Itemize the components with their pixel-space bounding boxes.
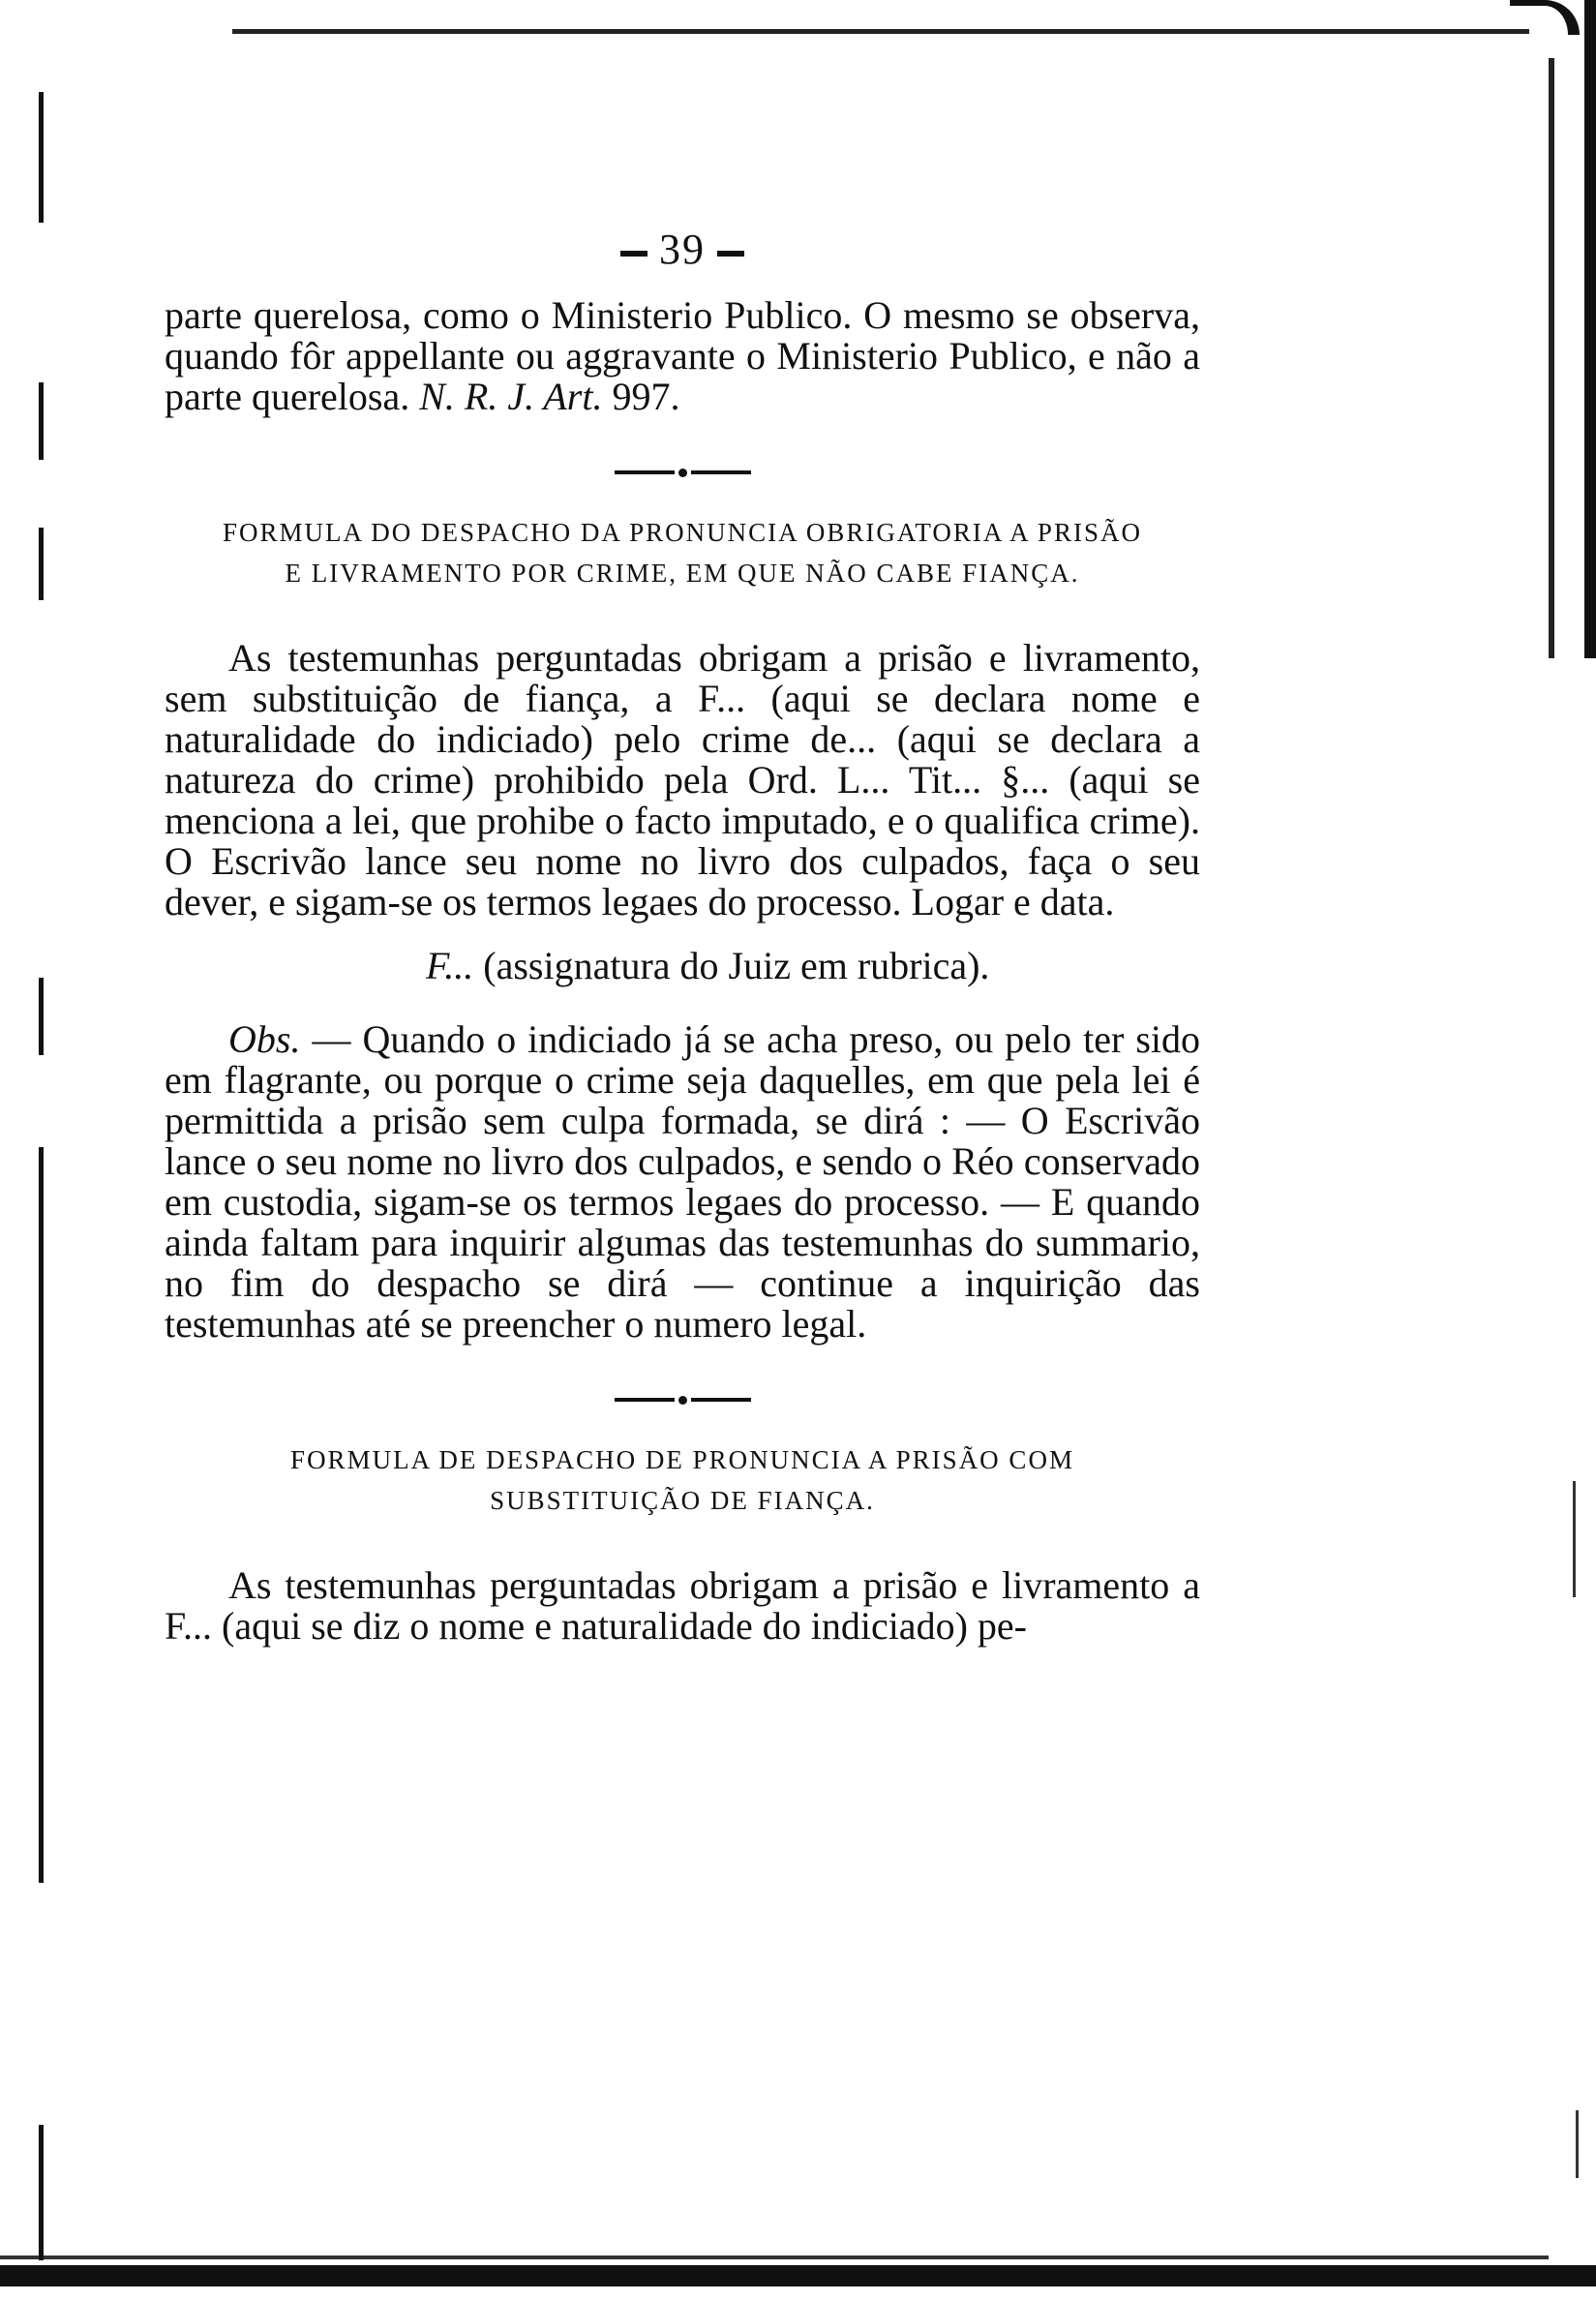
section-heading — [165, 512, 1200, 593]
margin-mark — [39, 528, 44, 600]
signature-initial: F... — [426, 944, 474, 987]
margin-mark — [39, 92, 44, 223]
page-number-dash — [717, 251, 744, 257]
observation-paragraph — [165, 1019, 1200, 1345]
section-heading — [165, 1439, 1200, 1521]
page-number-text: 39 — [659, 226, 706, 273]
legal-reference: N. R. J. Art. — [419, 375, 603, 418]
section-heading-line: FORMULA DE DESPACHO DE PRONUNCIA A PRISÃO COM — [290, 1445, 1074, 1474]
margin-mark — [39, 382, 44, 460]
obs-label: Obs. — [228, 1017, 301, 1061]
intro-paragraph — [165, 295, 1200, 417]
document-page — [165, 225, 1200, 1647]
scan-edge-right-stroke — [1549, 58, 1554, 658]
margin-mark — [1573, 1481, 1576, 1597]
margin-mark — [39, 1147, 44, 1883]
intro-text: parte querelosa, como o Ministerio Publico. O mesmo se observa, quando fôr appellante ou aggravante o Ministerio Publico, e não a parte querelosa. — [165, 293, 1200, 418]
margin-mark — [39, 2125, 44, 2260]
scan-edge-right — [1584, 0, 1596, 658]
margin-mark — [39, 978, 44, 1055]
formula-body: As testemunhas perguntadas obrigam a prisão e livramento a F... (aqui se diz o nome e naturalidade do indiciado) pe- — [165, 1563, 1200, 1648]
page-number — [165, 225, 1200, 274]
signature-text: (assignatura do Juiz em rubrica). — [483, 944, 990, 987]
section-divider — [165, 1391, 1200, 1401]
formula-body: As testemunhas perguntadas obrigam a prisão e livramento, sem substituição de fiança, a F... (aqui se declara nome e naturalidade do indiciado) pelo crime de... (aqui se declara a natureza do crime) prohibido pela Ord. L... Tit... §... (aqui se menciona a lei, que prohibe o facto imputado, e o qualifica crime). O Escrivão lance seu nome no livro dos culpados, faça o seu dever, e sigam-se os termos legaes do processo. Logar e data. — [165, 636, 1200, 923]
section-heading-line: FORMULA DO DESPACHO DA PRONUNCIA OBRIGATORIA A PRISÃO — [223, 518, 1142, 547]
margin-mark — [1576, 2110, 1579, 2178]
signature-line — [165, 946, 1200, 986]
scan-edge-top — [232, 29, 1529, 34]
section-divider — [165, 464, 1200, 473]
section-heading-line: E LIVRAMENTO POR CRIME, EM QUE NÃO CABE FIANÇA. — [285, 559, 1080, 588]
scan-edge-bottom-thin — [0, 2256, 1549, 2259]
page-number-dash — [620, 251, 647, 257]
scan-edge-corner — [1510, 0, 1580, 35]
section-heading-line: SUBSTITUIÇÃO DE FIANÇA. — [490, 1486, 875, 1515]
scan-edge-bottom — [0, 2265, 1596, 2286]
legal-reference-number: 997. — [612, 375, 680, 418]
obs-text: — Quando o indiciado já se acha preso, ou pelo ter sido em flagrante, ou porque o crime seja daquelles, em que pela lei é permittida a prisão sem culpa formada, se dirá : — O Escrivão lance o seu nome no livro dos culpados, e sendo o Réo conservado em custodia, sigam-se os termos legaes do processo. — E quando ainda faltam para inquirir algumas das testemunhas do summario, no fim do despacho se dirá — continue a inquirição das testemunhas até se preencher o numero legal. — [165, 1017, 1201, 1346]
